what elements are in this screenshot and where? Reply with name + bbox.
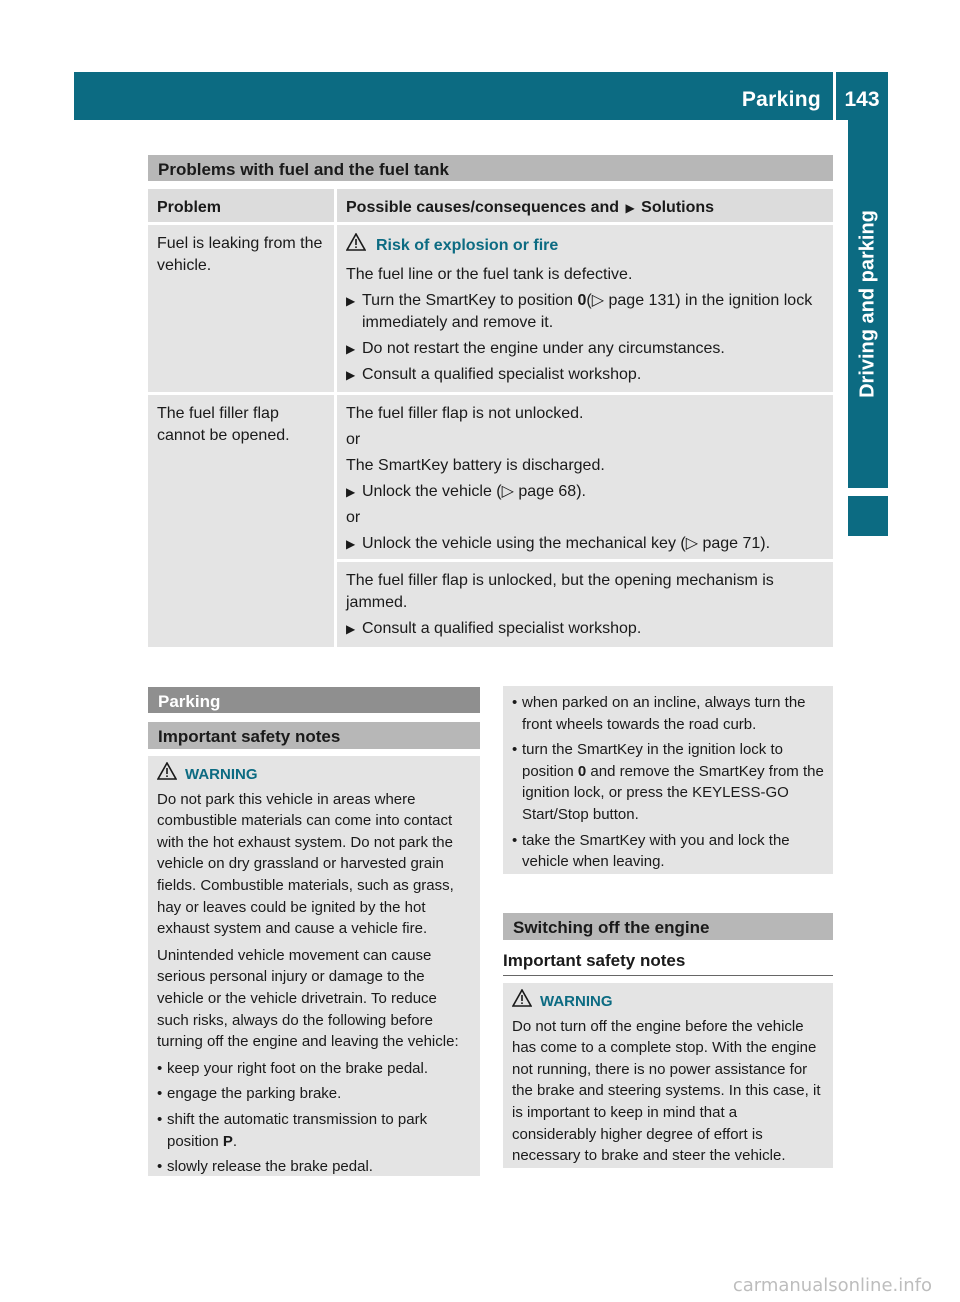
bullet-icon: • — [512, 694, 518, 711]
list-item — [157, 1058, 472, 1080]
instruction-text: Consult a qualified specialist workshop. — [362, 620, 642, 637]
position-value: 0 — [577, 292, 587, 309]
list-item — [512, 692, 825, 735]
solution-cell — [337, 395, 833, 559]
cause-text: The fuel filler flap is not unlocked. — [346, 405, 584, 422]
side-tab-marker — [848, 496, 888, 536]
list-item-text-part: and remove the SmartKey from the ignition lock, or press the KEYLESS-GO Start/Stop button. — [522, 762, 824, 823]
list-item-text — [522, 739, 825, 825]
fuel-problems-table — [148, 189, 833, 647]
or-text: or — [346, 431, 361, 448]
bullet-icon: • — [512, 831, 518, 849]
instruction-text: Consult a qualified specialist workshop. — [362, 366, 642, 383]
bullet-icon: • — [157, 1059, 163, 1077]
solution-cells — [337, 395, 833, 647]
instruction-text: Do not restart the engine under any circumstances. — [362, 340, 725, 357]
instruction-text — [362, 290, 825, 334]
solution-cell — [337, 225, 833, 392]
problem-cell: The fuel filler flap cannot be opened. — [148, 395, 334, 647]
cause-text: The fuel filler flap is unlocked, but the opening mechanism is jammed. — [346, 572, 774, 611]
arrow-right-icon: ▶ — [346, 537, 356, 551]
warning-title: Risk of explosion or fire — [376, 236, 559, 254]
position-value: 0 — [577, 762, 587, 780]
parking-section-title: Parking — [148, 687, 480, 713]
list-item-text: take the SmartKey with you and lock the vehicle when leaving. — [522, 831, 790, 871]
arrow-right-icon: ▶ — [346, 622, 356, 636]
instruction — [346, 618, 825, 640]
warning-label: WARNING — [185, 765, 258, 783]
arrow-right-icon: ▶ — [625, 201, 635, 215]
page-number: 143 — [844, 88, 880, 111]
instruction — [346, 481, 825, 503]
table-header-row — [148, 189, 833, 222]
arrow-right-icon: ▶ — [346, 294, 356, 308]
problem-cell: Fuel is leaking from the vehicle. — [148, 225, 334, 392]
page-header — [74, 72, 888, 120]
warning-paragraph: Do not park this vehicle in areas where combustible materials can come into contact with the hot exhaust system. Do not park the vehicle on dry grassland or harvested grain fields. Combustible materials, such as grass, hay or leaves could be ignited by the hot exhaust system and cause a vehicle fire. — [157, 790, 454, 938]
parking-subtitle: Important safety notes — [148, 722, 480, 749]
warning-heading — [157, 762, 472, 787]
cause-text: The SmartKey battery is discharged. — [346, 457, 605, 474]
column-header-problem: Problem — [148, 189, 334, 222]
solution-cell — [337, 562, 833, 647]
warning-paragraph: Do not turn off the engine before the vehicle has come to a complete stop. With the engine not running, there is no power assistance for the brake and steering systems. In this case, it is important to keep in mind that a considerably higher degree of effort is necessary to brake and steer the vehicle. — [512, 1017, 821, 1165]
table-row — [148, 225, 833, 392]
warning-triangle-icon — [157, 762, 185, 787]
arrow-right-icon: ▶ — [346, 368, 356, 382]
list-item-text: keep your right foot on the brake pedal. — [167, 1059, 429, 1077]
arrow-right-icon: ▶ — [346, 485, 356, 499]
list-item-text-part: . — [232, 1132, 238, 1150]
list-item — [512, 739, 825, 825]
warning-heading — [512, 989, 825, 1014]
list-item-text-part: turn the SmartKey in the ignition lock to position — [522, 741, 783, 780]
list-item-text: when parked on an incline, always turn the front wheels towards the road curb. — [522, 694, 806, 733]
warning-heading — [346, 233, 825, 258]
column-header-solutions-pre: Possible causes/consequences and — [346, 199, 620, 216]
instruction-text-part: Turn the SmartKey to position — [362, 292, 578, 309]
instruction — [346, 290, 825, 334]
bullet-icon: • — [157, 1085, 163, 1103]
bullet-icon: • — [512, 741, 518, 759]
instruction-text: Unlock the vehicle using the mechanical key (▷ page 71). — [362, 535, 771, 552]
list-item — [157, 1109, 472, 1152]
list-item-text: engage the parking brake. — [167, 1085, 342, 1103]
chapter-title: Parking — [741, 88, 821, 111]
instruction — [346, 364, 825, 386]
position-value: P — [222, 1132, 233, 1150]
parking-warning-box — [148, 756, 480, 1176]
or-text: or — [346, 509, 361, 526]
side-chapter-tab[interactable] — [848, 120, 888, 488]
list-item-text: slowly release the brake pedal. — [167, 1158, 373, 1176]
engine-subtitle: Important safety notes — [503, 951, 833, 976]
engine-section-title: Switching off the engine — [503, 913, 833, 940]
column-header-solutions-post: Solutions — [641, 199, 715, 216]
watermark: carmanualsonline.info — [732, 1275, 932, 1296]
column-header-solutions — [337, 189, 833, 222]
warning-triangle-icon — [346, 233, 376, 258]
warning-paragraph: Unintended vehicle movement can cause serious personal injury or damage to the vehicle or the vehicle drivetrain. To reduce such risks, always do the following before turning off the engine and leaving the vehicle: — [157, 946, 459, 1051]
arrow-right-icon: ▶ — [346, 342, 356, 356]
warning-triangle-icon — [512, 989, 540, 1014]
instruction — [346, 533, 825, 555]
list-item — [157, 1156, 472, 1178]
list-item-text — [167, 1109, 472, 1152]
cause-text: The fuel line or the fuel tank is defective. — [346, 266, 633, 283]
warning-label: WARNING — [540, 992, 613, 1010]
table-row-group — [148, 395, 833, 647]
list-item-text-part: shift the automatic transmission to park position — [167, 1110, 428, 1150]
side-tab-label: Driving and parking — [856, 210, 879, 398]
instruction-text-part: (▷ page 131) in the ignition lock immediately and remove it. — [362, 292, 813, 331]
list-item — [157, 1083, 472, 1105]
list-item — [512, 830, 825, 873]
bullet-icon: • — [157, 1158, 163, 1176]
instruction — [346, 338, 825, 360]
parking-warning-continued — [503, 686, 833, 874]
fuel-section-title: Problems with fuel and the fuel tank — [148, 155, 833, 181]
engine-warning-box — [503, 983, 833, 1168]
bullet-icon: • — [157, 1110, 163, 1128]
instruction-text: Unlock the vehicle (▷ page 68). — [362, 483, 586, 500]
